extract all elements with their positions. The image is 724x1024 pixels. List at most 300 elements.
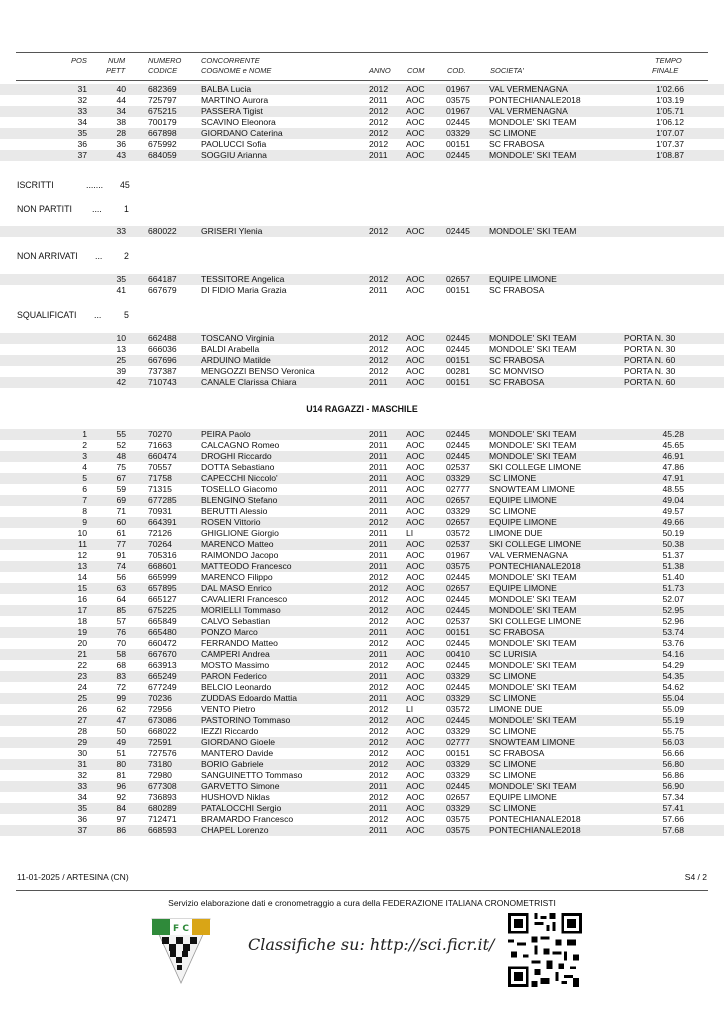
cell-cod: 03575 (446, 814, 470, 824)
cell-cod: 03575 (446, 95, 470, 105)
cell-code: 666036 (148, 344, 177, 354)
cell-cod: 02445 (446, 781, 470, 791)
non-partiti-table (0, 226, 724, 237)
cell-societa: MONDOLE' SKI TEAM (489, 594, 577, 604)
cell-code: 727576 (148, 748, 177, 758)
cell-time: 56.80 (662, 759, 684, 769)
cell-code: 737387 (148, 366, 177, 376)
cell-com: AOC (406, 682, 425, 692)
cell-bib: 49 (116, 737, 126, 747)
cell-cod: 02445 (446, 440, 470, 450)
cell-pos: 25 (77, 693, 87, 703)
cell-time: 49.04 (662, 495, 684, 505)
cell-cod: 02657 (446, 274, 470, 284)
cell-cod: 02445 (446, 150, 470, 160)
cell-com: AOC (406, 333, 425, 343)
cell-com: AOC (406, 274, 425, 284)
cell-bib: 10 (116, 333, 126, 343)
cell-name: PATALOCCHI Sergio (201, 803, 282, 813)
cell-pos: 31 (77, 759, 87, 769)
cell-name: BRAMARDO Francesco (201, 814, 294, 824)
cell-name: CHAPEL Lorenzo (201, 825, 269, 835)
cell-societa: MONDOLE' SKI TEAM (489, 572, 577, 582)
cell-com: AOC (406, 803, 425, 813)
cell-com: AOC (406, 781, 425, 791)
cell-cod: 02445 (446, 429, 470, 439)
cell-pos: 14 (77, 572, 87, 582)
cell-time: 49.57 (662, 506, 684, 516)
cell-societa: SC LURISIA (489, 649, 537, 659)
iscritti-label: ISCRITTI (17, 180, 54, 190)
table-row (0, 814, 724, 825)
cell-name: BLENGINO Stefano (201, 495, 278, 505)
cell-name: BALBA Lucia (201, 84, 252, 94)
cell-cod: 02445 (446, 226, 470, 236)
cell-code: 668593 (148, 825, 177, 835)
cell-societa: MONDOLE' SKI TEAM (489, 440, 577, 450)
cell-time: 57.68 (662, 825, 684, 835)
cell-code: 712471 (148, 814, 177, 824)
cell-name: MARENCO Filippo (201, 572, 273, 582)
cell-note: PORTA N. 60 (624, 355, 676, 365)
table-row (0, 528, 724, 539)
table-row (0, 572, 724, 583)
cell-pos: 35 (77, 803, 87, 813)
cell-year: 2011 (369, 473, 388, 483)
cell-name: ZUDDAS Edoardo Mattia (201, 693, 297, 703)
table-row (0, 226, 724, 237)
table-row (0, 484, 724, 495)
cell-code: 71315 (148, 484, 172, 494)
footer-date-place: 11-01-2025 / ARTESINA (CN) (17, 872, 129, 882)
iscritti-value: 45 (120, 180, 130, 190)
cell-bib: 59 (116, 484, 126, 494)
cell-year: 2012 (369, 355, 389, 365)
table-row (0, 139, 724, 150)
cell-societa: SC LIMONE (489, 770, 537, 780)
cell-time: 47.86 (662, 462, 684, 472)
cell-com: AOC (406, 605, 425, 615)
cell-bib: 97 (116, 814, 126, 824)
cell-pos: 5 (82, 473, 87, 483)
table-row (0, 440, 724, 451)
cell-cod: 03575 (446, 825, 470, 835)
cell-pos: 24 (77, 682, 87, 692)
cell-year: 2011 (369, 429, 388, 439)
cell-note: PORTA N. 60 (624, 377, 676, 387)
cell-com: LI (406, 704, 414, 714)
table-row (0, 792, 724, 803)
cell-com: AOC (406, 572, 425, 582)
table-row (0, 825, 724, 836)
cell-pos: 8 (82, 506, 87, 516)
cell-bib: 83 (116, 671, 126, 681)
cell-cod: 02657 (446, 517, 470, 527)
cell-bib: 72 (116, 682, 126, 692)
cell-com: AOC (406, 638, 425, 648)
table-row (0, 150, 724, 161)
cell-time: 55.19 (662, 715, 684, 725)
cell-com: AOC (406, 84, 425, 94)
cell-pos: 23 (77, 671, 87, 681)
cell-societa: MONDOLE' SKI TEAM (489, 451, 577, 461)
header-pett: PETT (106, 66, 126, 75)
cell-cod: 02445 (446, 638, 470, 648)
cell-pos: 29 (77, 737, 87, 747)
squalificati-dots: ... (94, 310, 102, 320)
cell-cod: 02657 (446, 583, 470, 593)
cell-name: GIORDANO Gioele (201, 737, 276, 747)
table-row (0, 803, 724, 814)
cell-time: 45.65 (662, 440, 684, 450)
cell-com: AOC (406, 429, 425, 439)
cell-bib: 84 (116, 803, 126, 813)
cell-com: AOC (406, 506, 425, 516)
cell-cod: 02445 (446, 117, 470, 127)
cell-com: AOC (406, 814, 425, 824)
table-row (0, 770, 724, 781)
cell-pos: 34 (77, 117, 87, 127)
cell-societa: SC FRABOSA (489, 355, 545, 365)
cell-year: 2012 (369, 605, 389, 615)
header-pos: POS (71, 56, 87, 65)
cell-time: 1'07.07 (656, 128, 684, 138)
cell-bib: 74 (116, 561, 126, 571)
cell-cod: 01967 (446, 550, 470, 560)
table-row (0, 128, 724, 139)
cell-year: 2011 (369, 803, 388, 813)
cell-com: AOC (406, 825, 425, 835)
cell-time: 47.91 (662, 473, 684, 483)
cell-pos: 1 (82, 429, 87, 439)
cell-pos: 37 (77, 150, 87, 160)
cell-cod: 02657 (446, 495, 470, 505)
cell-year: 2012 (369, 226, 389, 236)
cell-name: CAPECCHI Niccolo' (201, 473, 278, 483)
cell-cod: 02445 (446, 660, 470, 670)
cell-com: AOC (406, 366, 425, 376)
cell-code: 663913 (148, 660, 177, 670)
cell-societa: SC FRABOSA (489, 139, 545, 149)
cell-cod: 02445 (446, 605, 470, 615)
cell-com: AOC (406, 150, 425, 160)
cell-societa: SC LIMONE (489, 506, 537, 516)
table-row (0, 366, 724, 377)
header-finale: FINALE (652, 66, 679, 75)
cell-name: CALCAGNO Romeo (201, 440, 280, 450)
table-row (0, 781, 724, 792)
cell-societa: SC LIMONE (489, 671, 537, 681)
cell-name: GRISERI Ylenia (201, 226, 263, 236)
cell-com: AOC (406, 671, 425, 681)
cell-code: 705316 (148, 550, 177, 560)
cell-cod: 02445 (446, 333, 470, 343)
cell-com: AOC (406, 583, 425, 593)
cell-time: 1'08.87 (656, 150, 684, 160)
cell-com: AOC (406, 660, 425, 670)
cell-year: 2011 (369, 377, 388, 387)
footer-tagline: Classifiche su: http://sci.ficr.it/ (248, 935, 495, 954)
cell-code: 736893 (148, 792, 177, 802)
cell-name: BERUTTI Alessio (201, 506, 268, 516)
cell-year: 2012 (369, 572, 389, 582)
cell-com: AOC (406, 561, 425, 571)
cell-bib: 63 (116, 583, 126, 593)
table-row (0, 715, 724, 726)
cell-name: HUSHOVD Niklas (201, 792, 270, 802)
cell-code: 710743 (148, 377, 177, 387)
table-row (0, 106, 724, 117)
cell-com: AOC (406, 95, 425, 105)
table-row (0, 561, 724, 572)
cell-year: 2012 (369, 770, 389, 780)
cell-time: 51.40 (662, 572, 684, 582)
cell-bib: 35 (116, 274, 126, 284)
cell-name: PARON Federico (201, 671, 267, 681)
cell-code: 664391 (148, 517, 177, 527)
cell-societa: PONTECHIANALE2018 (489, 561, 581, 571)
cell-year: 2011 (369, 528, 388, 538)
cell-name: MOSTO Massimo (201, 660, 270, 670)
cell-bib: 75 (116, 462, 126, 472)
results-table-female-continued (0, 84, 724, 161)
cell-com: AOC (406, 128, 425, 138)
cell-pos: 15 (77, 583, 87, 593)
cell-year: 2011 (369, 649, 388, 659)
cell-time: 51.37 (662, 550, 684, 560)
cell-societa: VAL VERMENAGNA (489, 106, 568, 116)
cell-name: BORIO Gabriele (201, 759, 264, 769)
cell-bib: 67 (116, 473, 126, 483)
cell-time: 46.91 (662, 451, 684, 461)
table-row (0, 594, 724, 605)
cell-pos: 11 (78, 539, 87, 549)
cell-societa: EQUIPE LIMONE (489, 583, 557, 593)
cell-name: CAMPERI Andrea (201, 649, 270, 659)
cell-societa: MONDOLE' SKI TEAM (489, 638, 577, 648)
cell-societa: MONDOLE' SKI TEAM (489, 660, 577, 670)
cell-cod: 02777 (446, 484, 470, 494)
cell-year: 2011 (369, 671, 388, 681)
cell-com: AOC (406, 440, 425, 450)
cell-time: 54.29 (662, 660, 684, 670)
cell-code: 70264 (148, 539, 172, 549)
cell-time: 52.96 (662, 616, 684, 626)
cell-code: 71663 (148, 440, 172, 450)
cell-name: PONZO Marco (201, 627, 258, 637)
qr-code-icon (508, 913, 582, 987)
table-row (0, 704, 724, 715)
cell-time: 1'05.71 (656, 106, 684, 116)
cell-societa: PONTECHIANALE2018 (489, 95, 581, 105)
header-num: NUM (108, 56, 126, 65)
cell-year: 2012 (369, 748, 389, 758)
cell-year: 2012 (369, 366, 389, 376)
cell-bib: 76 (116, 627, 126, 637)
cell-cod: 03329 (446, 803, 470, 813)
cell-bib: 56 (116, 572, 126, 582)
cell-pos: 37 (77, 825, 87, 835)
cell-societa: SC FRABOSA (489, 627, 545, 637)
table-row (0, 682, 724, 693)
cell-time: 53.74 (662, 627, 684, 637)
cell-name: CAVALIERI Francesco (201, 594, 288, 604)
cell-cod: 01967 (446, 84, 470, 94)
cell-societa: MONDOLE' SKI TEAM (489, 429, 577, 439)
cell-pos: 6 (82, 484, 87, 494)
cell-time: 54.35 (662, 671, 684, 681)
cell-time: 1'03.19 (656, 95, 684, 105)
cell-time: 56.90 (662, 781, 684, 791)
cell-com: AOC (406, 355, 425, 365)
cell-code: 70931 (148, 506, 172, 516)
cell-cod: 00151 (446, 377, 470, 387)
cell-year: 2012 (369, 106, 389, 116)
cell-year: 2011 (369, 550, 388, 560)
cell-year: 2011 (369, 495, 388, 505)
cell-time: 55.75 (662, 726, 684, 736)
cell-societa: MONDOLE' SKI TEAM (489, 226, 577, 236)
cell-pos: 28 (77, 726, 87, 736)
cell-year: 2012 (369, 726, 389, 736)
cell-cod: 02537 (446, 539, 470, 549)
cell-cod: 00151 (446, 627, 470, 637)
cell-time: 53.76 (662, 638, 684, 648)
cell-name: MATTEODO Francesco (201, 561, 292, 571)
cell-cod: 02445 (446, 451, 470, 461)
cell-code: 675215 (148, 106, 177, 116)
cell-pos: 12 (77, 550, 87, 560)
cell-bib: 28 (116, 128, 126, 138)
cell-year: 2012 (369, 128, 389, 138)
table-row (0, 285, 724, 296)
non-arrivati-table (0, 274, 724, 296)
cell-bib: 68 (116, 660, 126, 670)
cell-societa: SC LIMONE (489, 726, 537, 736)
cell-pos: 22 (77, 660, 87, 670)
cell-cod: 03572 (446, 528, 470, 538)
cell-year: 2011 (369, 693, 388, 703)
cell-year: 2012 (369, 715, 389, 725)
cell-bib: 38 (116, 117, 126, 127)
cell-code: 662488 (148, 333, 177, 343)
iscritti-dots: ....... (86, 180, 104, 190)
cell-year: 2012 (369, 759, 389, 769)
cell-code: 71758 (148, 473, 172, 483)
cell-code: 667679 (148, 285, 177, 295)
cell-pos: 30 (77, 748, 87, 758)
non-arrivati-label: NON ARRIVATI (17, 251, 78, 261)
cell-bib: 48 (116, 451, 126, 461)
cell-year: 2011 (369, 561, 388, 571)
cell-code: 700179 (148, 117, 177, 127)
non-partiti-value: 1 (124, 204, 129, 214)
cell-bib: 36 (116, 139, 126, 149)
cell-bib: 71 (116, 506, 126, 516)
cell-societa: VAL VERMENAGNA (489, 550, 568, 560)
cell-pos: 27 (77, 715, 87, 725)
cell-code: 665249 (148, 671, 177, 681)
cell-bib: 81 (116, 770, 126, 780)
cell-cod: 00151 (446, 139, 470, 149)
cell-year: 2012 (369, 517, 389, 527)
cell-name: PAOLUCCI Sofia (201, 139, 267, 149)
cell-code: 665849 (148, 616, 177, 626)
cell-societa: EQUIPE LIMONE (489, 792, 557, 802)
cell-pos: 26 (77, 704, 87, 714)
cell-code: 72956 (148, 704, 172, 714)
cell-pos: 17 (77, 605, 87, 615)
cell-cod: 03329 (446, 128, 470, 138)
cell-code: 70236 (148, 693, 172, 703)
cell-year: 2012 (369, 274, 389, 284)
cell-pos: 36 (77, 139, 87, 149)
cell-com: AOC (406, 495, 425, 505)
cell-societa: SC LIMONE (489, 803, 537, 813)
cell-code: 725797 (148, 95, 177, 105)
cell-code: 660474 (148, 451, 177, 461)
cell-com: AOC (406, 344, 425, 354)
cell-com: AOC (406, 462, 425, 472)
squalificati-table (0, 333, 724, 388)
table-row (0, 539, 724, 550)
cell-bib: 62 (116, 704, 126, 714)
cell-code: 677249 (148, 682, 177, 692)
cell-com: AOC (406, 737, 425, 747)
cell-cod: 03329 (446, 759, 470, 769)
cell-bib: 86 (116, 825, 126, 835)
cell-cod: 03572 (446, 704, 470, 714)
cell-bib: 51 (116, 748, 126, 758)
cell-pos: 32 (77, 770, 87, 780)
cell-societa: SC FRABOSA (489, 377, 545, 387)
cell-com: AOC (406, 715, 425, 725)
cell-cod: 02537 (446, 462, 470, 472)
cell-name: SOGGIU Arianna (201, 150, 267, 160)
cell-code: 673086 (148, 715, 177, 725)
cell-year: 2012 (369, 638, 389, 648)
cell-code: 664187 (148, 274, 177, 284)
cell-com: AOC (406, 377, 425, 387)
cell-societa: MONDOLE' SKI TEAM (489, 715, 577, 725)
cell-time: 56.86 (662, 770, 684, 780)
header-anno: ANNO (369, 66, 391, 75)
footer-page: S4 / 2 (684, 872, 707, 882)
cell-cod: 03329 (446, 473, 470, 483)
svg-text:F C: F C (173, 924, 189, 934)
cell-societa: SC LIMONE (489, 693, 537, 703)
cell-year: 2012 (369, 616, 389, 626)
cell-bib: 34 (116, 106, 126, 116)
cell-com: AOC (406, 473, 425, 483)
footer-service-text: Servizio elaborazione dati e cronometraggio a cura della FEDERAZIONE ITALIANA CRONOMETRISTI (168, 898, 556, 908)
cell-name: GARVETTO Simone (201, 781, 280, 791)
cell-com: AOC (406, 484, 425, 494)
cell-societa: EQUIPE LIMONE (489, 517, 557, 527)
cell-code: 667696 (148, 355, 177, 365)
cell-cod: 03575 (446, 561, 470, 571)
cell-cod: 00151 (446, 285, 470, 295)
cell-year: 2011 (369, 506, 388, 516)
cell-year: 2011 (369, 484, 388, 494)
cell-name: DROGHI Riccardo (201, 451, 272, 461)
cell-pos: 34 (77, 792, 87, 802)
cell-com: AOC (406, 616, 425, 626)
table-row (0, 616, 724, 627)
cell-cod: 02445 (446, 682, 470, 692)
cell-bib: 57 (116, 616, 126, 626)
cell-cod: 00410 (446, 649, 470, 659)
